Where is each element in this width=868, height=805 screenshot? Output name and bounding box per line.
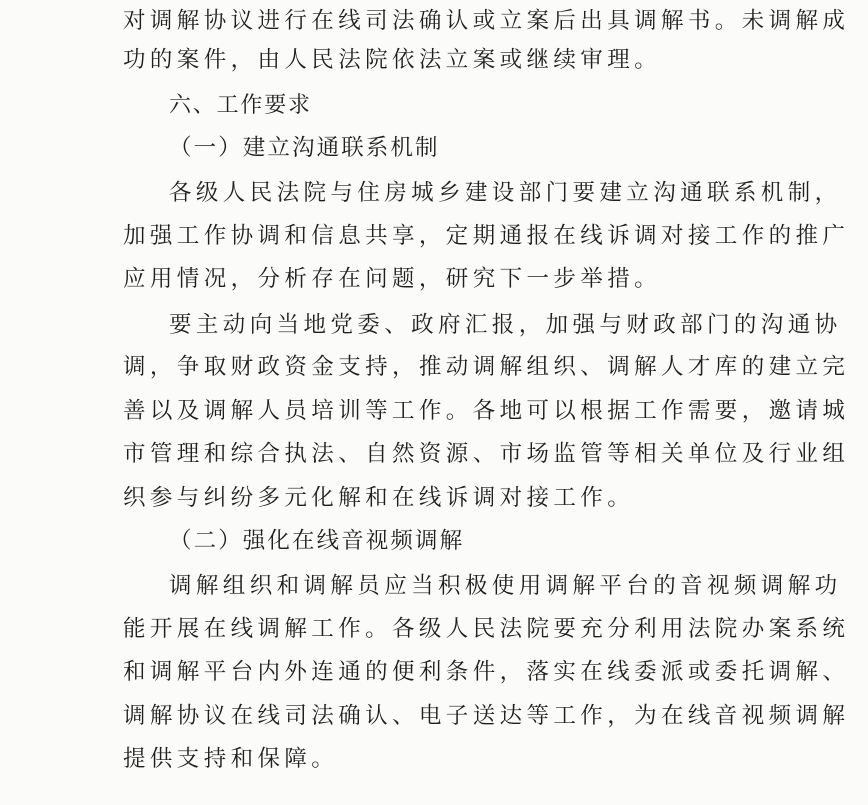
- subsection-heading: （一）建立沟通联系机制: [169, 135, 440, 161]
- body-line: 市管理和综合执法、自然资源、市场监管等相关单位及行业组: [123, 441, 850, 467]
- body-line: 和调解平台内外连通的便利条件，落实在线委派或委托调解、: [123, 659, 850, 685]
- body-line: 善以及调解人员培训等工作。各地可以根据工作需要，邀请城: [123, 398, 850, 424]
- body-line: 提供支持和保障。: [123, 746, 339, 772]
- subsection-heading: （二）强化在线音视频调解: [169, 528, 465, 554]
- section-heading: 六、工作要求: [169, 93, 312, 118]
- body-line: 织参与纠纷多元化解和在线诉调对接工作。: [123, 485, 635, 511]
- body-line: 调，争取财政资金支持，推动调解组织、调解人才库的建立完: [123, 354, 850, 380]
- body-line: 能开展在线调解工作。各级人民法院要充分利用法院办案系统: [123, 616, 850, 642]
- body-line: 要主动向当地党委、政府汇报，加强与财政部门的沟通协: [169, 312, 842, 338]
- body-line: 各级人民法院与住房城乡建设部门要建立沟通联系机制，: [169, 180, 842, 206]
- body-line: 调解组织和调解员应当积极使用调解平台的音视频调解功: [169, 573, 842, 599]
- body-line: 功的案件，由人民法院依法立案或继续审理。: [123, 47, 662, 73]
- body-line: 调解协议在线司法确认、电子送达等工作，为在线音视频调解: [123, 703, 850, 729]
- body-line: 加强工作协调和信息共享，定期通报在线诉调对接工作的推广: [123, 223, 850, 249]
- body-line: 对调解协议进行在线司法确认或立案后出具调解书。未调解成: [123, 8, 850, 34]
- body-line: 应用情况，分析存在问题，研究下一步举措。: [123, 266, 662, 292]
